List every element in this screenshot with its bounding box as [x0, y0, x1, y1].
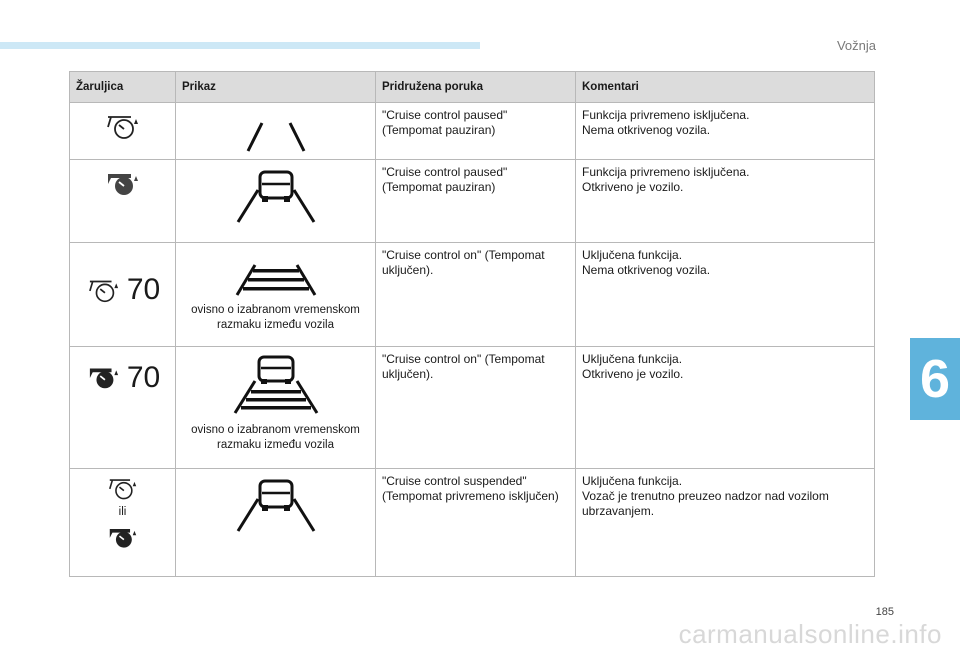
message-cell: "Cruise control suspended" (Tempomat privremeno isključen): [376, 469, 576, 577]
comment-cell: Uključena funkcija. Nema otkrivenog vozila.: [576, 243, 875, 347]
distance-bars-icon: [221, 259, 331, 299]
cruise-control-filled-icon: [103, 166, 143, 200]
table-row: [70, 103, 875, 160]
lane-lines-icon: [226, 117, 326, 155]
display-cell: [176, 347, 376, 469]
or-label: ili: [118, 506, 127, 518]
comment-cell: Uključena funkcija. Otkriveno je vozilo.: [576, 347, 875, 469]
comment-cell: Uključena funkcija. Vozač je trenutno preuzeo nadzor nad vozilom ubrzavanjem.: [576, 469, 875, 577]
comment-cell: Funkcija privremeno isključena. Nema otkrivenog vozila.: [576, 103, 875, 160]
watermark: carmanualsonline.info: [678, 619, 942, 649]
set-speed-value: 70: [126, 360, 161, 394]
table-header-row: [70, 72, 875, 103]
cruise-control-outline-icon: [103, 109, 143, 143]
lamp-cell: [70, 103, 176, 160]
column-header: Pridružena poruka: [376, 72, 576, 103]
lamp-cell: [70, 243, 176, 347]
display-cell: [176, 243, 376, 347]
message-cell: "Cruise control paused" (Tempomat pauziran): [376, 160, 576, 243]
cruise-control-outline-icon: [104, 473, 142, 503]
cruise-control-filled-icon: [104, 522, 142, 552]
vehicle-distance-bars-icon: [221, 353, 331, 417]
top-accent-bar: [0, 42, 480, 49]
vehicle-lane-icon: [226, 166, 326, 226]
section-title: Vožnja: [836, 38, 876, 53]
table-row: [70, 160, 875, 243]
cruise-control-table: [69, 71, 875, 577]
vehicle-lane-icon: [226, 475, 326, 535]
message-cell: "Cruise control on" (Tempomat uključen).: [376, 347, 576, 469]
page-number: 185: [875, 606, 894, 618]
lamp-cell: [70, 347, 176, 469]
display-cell: [176, 103, 376, 160]
table-row: [70, 243, 875, 347]
lamp-cell: [70, 469, 176, 577]
cruise-control-outline-icon: [85, 274, 123, 306]
cruise-control-filled-icon: [85, 361, 123, 393]
set-speed-value: 70: [126, 273, 161, 306]
column-header: Komentari: [576, 72, 875, 103]
table-row: [70, 347, 875, 469]
table-row: [70, 469, 875, 577]
column-header: Žaruljica: [70, 72, 176, 103]
display-cell: [176, 160, 376, 243]
column-header: Prikaz: [176, 72, 376, 103]
message-cell: "Cruise control paused" (Tempomat pauziran): [376, 103, 576, 160]
chapter-tab: 6: [910, 338, 960, 420]
display-caption: ovisno o izabranom vremenskom razmaku između vozila: [191, 424, 360, 451]
comment-cell: Funkcija privremeno isključena. Otkriveno je vozilo.: [576, 160, 875, 243]
message-cell: "Cruise control on" (Tempomat uključen).: [376, 243, 576, 347]
lamp-cell: [70, 160, 176, 243]
display-cell: [176, 469, 376, 577]
display-caption: ovisno o izabranom vremenskom razmaku između vozila: [191, 304, 360, 331]
